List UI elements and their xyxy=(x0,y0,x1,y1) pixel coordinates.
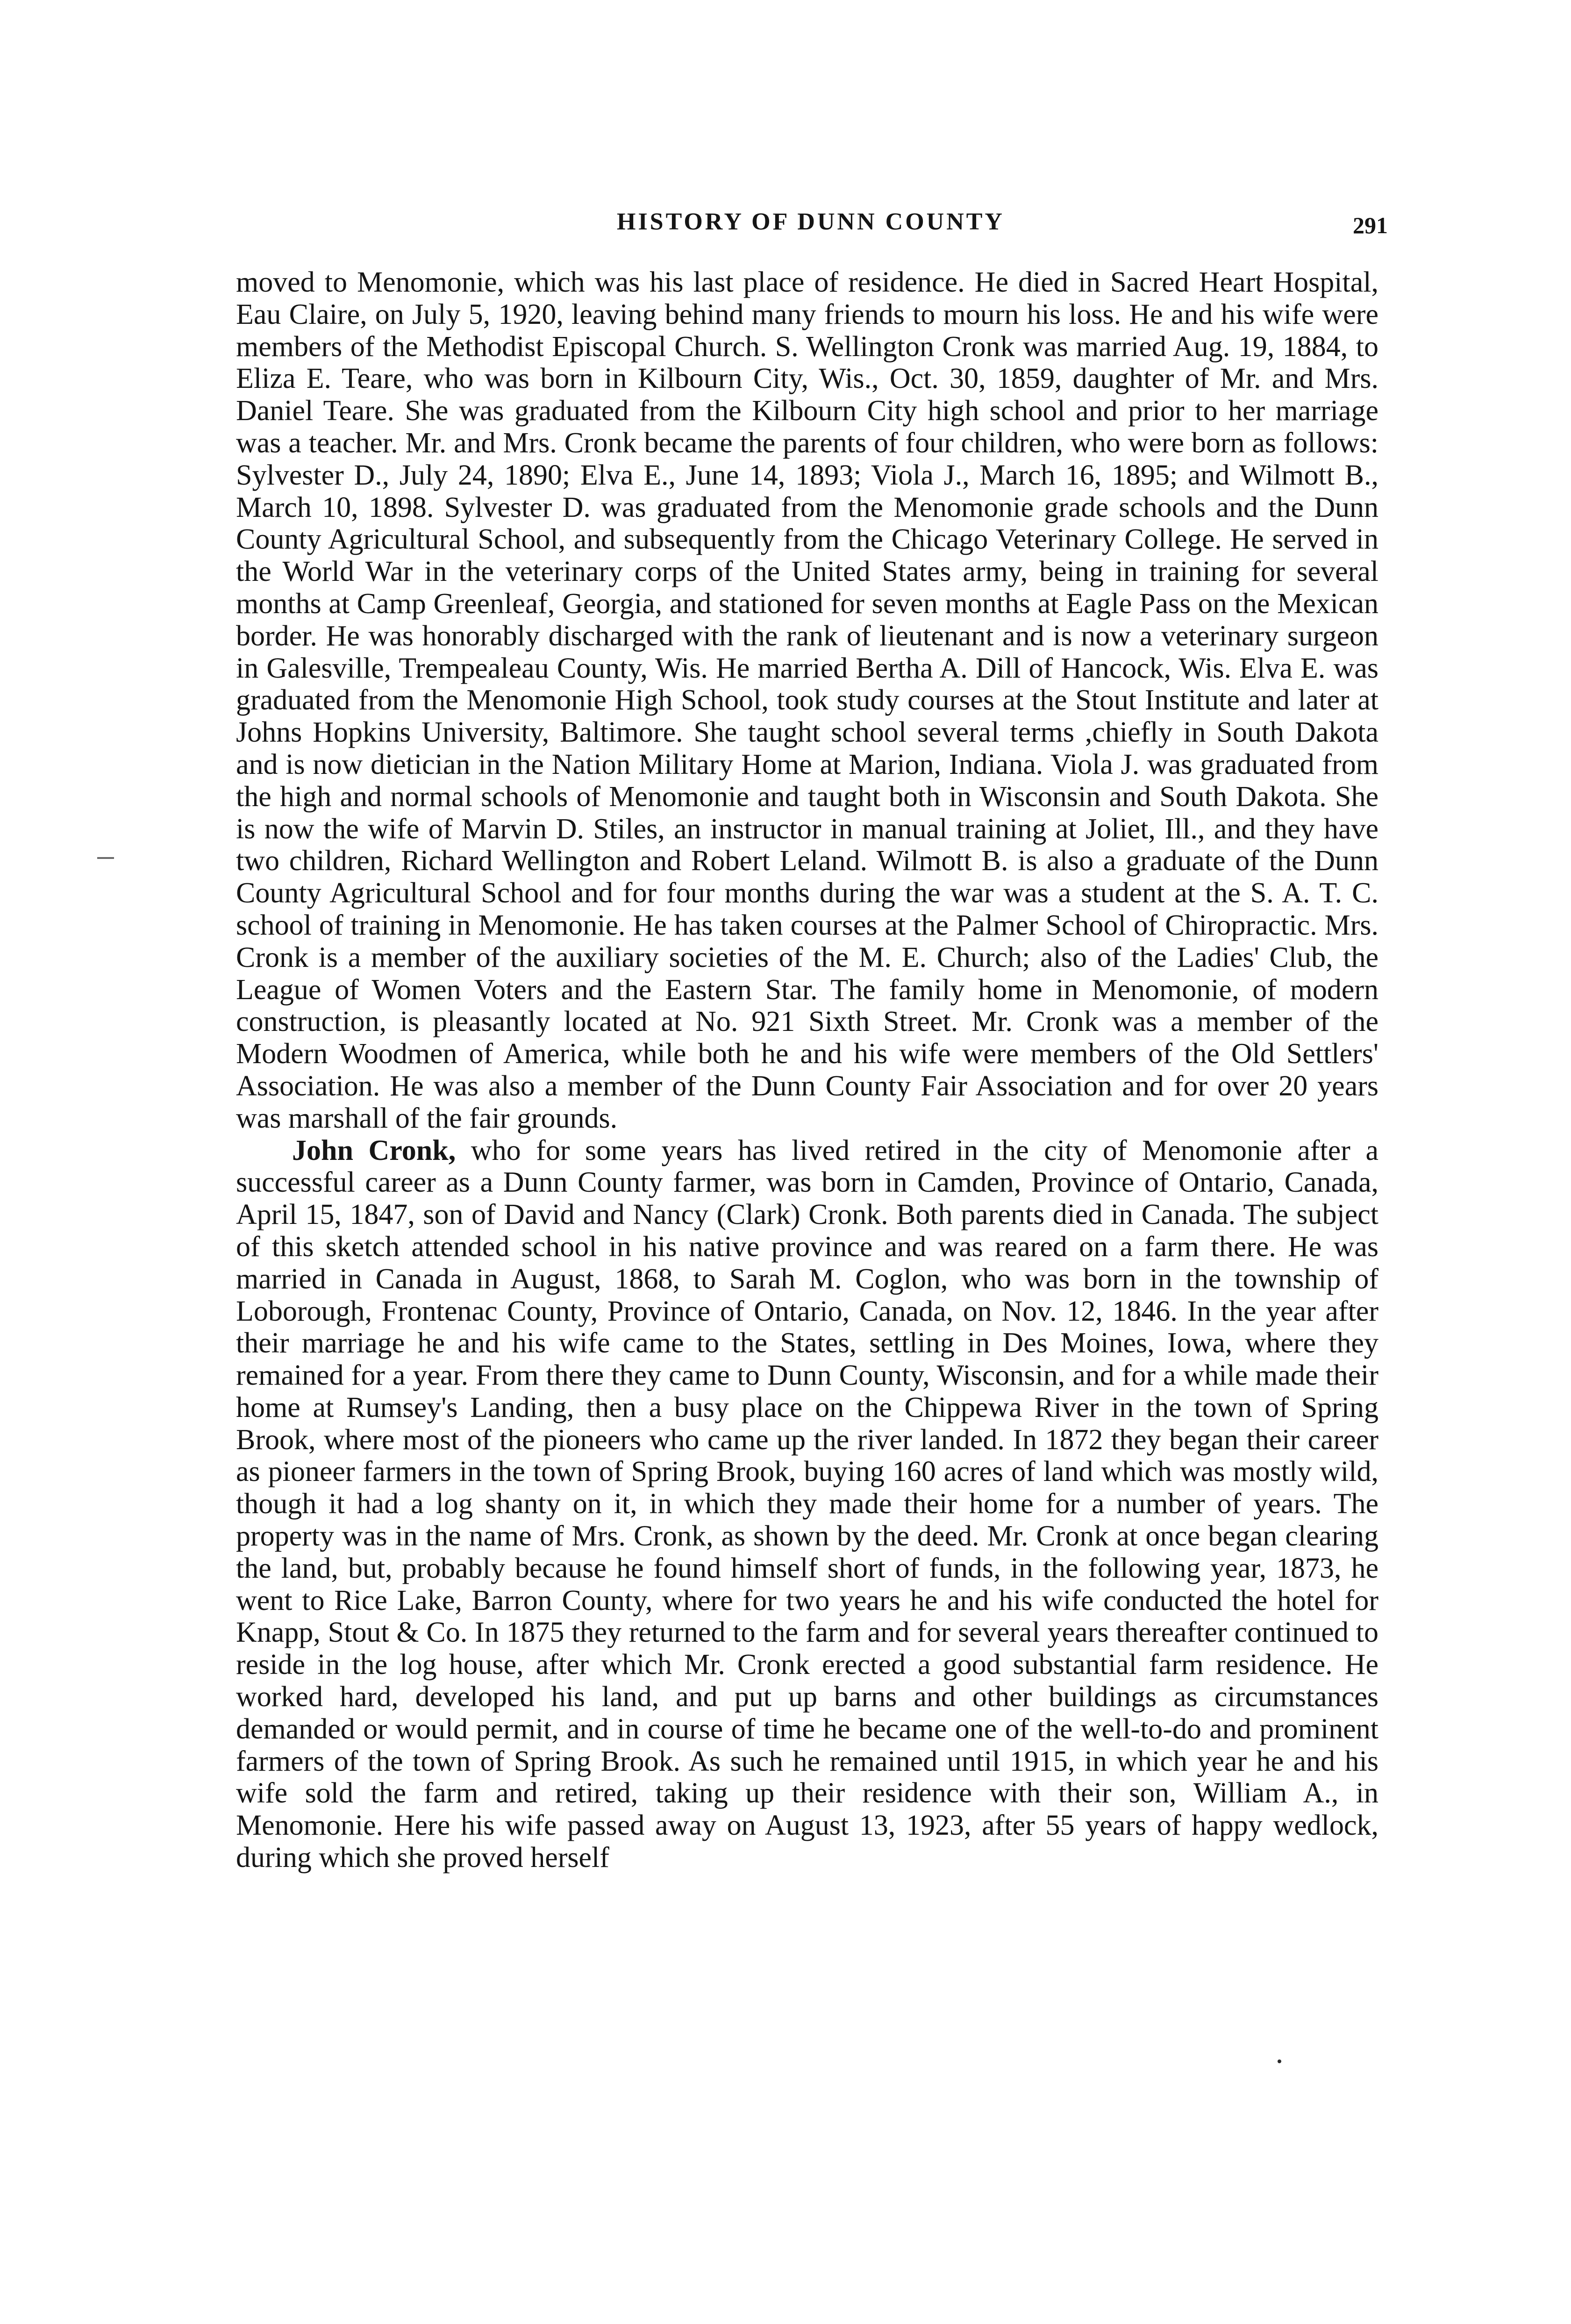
paragraph-continued xyxy=(236,266,1378,1135)
body-text xyxy=(236,266,1378,2080)
paragraph-john-cronk xyxy=(236,1135,1378,1874)
margin-mark xyxy=(97,857,114,859)
paragraph-text: who for some years has lived retired in the city of Menomonie after a successful career as a Dunn County farmer, was born in Camden, Province of Ontario, Canada, April 15, 1847, son of David and Nancy (Clark) Cronk. Both parents died in Canada. The subject of this sketch attended school in his native province and was reared on a farm there. He was married in Canada in August, 1868, to Sarah M. Coglon, who was born in the township of Loborough, Frontenac County, Province of Ontario, Canada, on Nov. 12, 1846. In the year after their marriage he and his wife came to the States, settling in Des Moines, Iowa, where they remained for a year. From there they came to Dunn County, Wisconsin, and for a while made their home at Rumsey's Landing, then a busy place on the Chippewa River in the town of Spring Brook, where most of the pioneers who came up the river landed. In 1872 they began their career as pioneer farmers in the town of Spring Brook, buying 160 acres of land which was mostly wild, though it had a log shanty on it, in which they made their home for a number of years. The property was in the name of Mrs. Cronk, as shown by the deed. Mr. Cronk at once began clearing the land, but, probably because he found himself short of funds, in the following year, 1873, he went to Rice Lake, Barron County, where for two years he and his wife conducted the hotel for Knapp, Stout & Co. In 1875 they returned to the farm and for several years thereafter continued to reside in the log house, after which Mr. Cronk erected a good substantial farm residence. He worked hard, developed his land, and put up barns and other buildings as circumstances demanded or would permit, and in course of time he became one of the well-to-do and prominent farmers of the town of Spring Brook. As such he remained until 1915, in which year he and his wife sold the farm and retired, taking up their residence with their son, William A., in Menomonie. Here his wife passed away on August 13, 1923, after 55 years of happy wedlock, during which she proved herself xyxy=(236,1134,1378,1874)
ink-dot xyxy=(1278,2059,1281,2063)
page-header xyxy=(234,208,1388,255)
page-number: 291 xyxy=(1353,212,1388,238)
biography-subject-name: John Cronk, xyxy=(292,1134,456,1166)
paragraph-text: moved to Menomonie, which was his last place of residence. He died in Sacred Heart Hospital, Eau Claire, on July 5, 1920, leaving behind many friends to mourn his loss. He and his wife were members of the Methodist Episcopal Church. S. Wellington Cronk was married Aug. 19, 1884, to Eliza E. Teare, who was born in Kilbourn City, Wis., Oct. 30, 1859, daughter of Mr. and Mrs. Daniel Teare. She was graduated from the Kilbourn City high school and prior to her marriage was a teacher. Mr. and Mrs. Cronk became the parents of four children, who were born as follows: Sylvester D., July 24, 1890; Elva E., June 14, 1893; Viola J., March 16, 1895; and Wilmott B., March 10, 1898. Sylvester D. was graduated from the Menomonie grade schools and the Dunn County Agricultural School, and subsequently from the Chicago Veterinary College. He served in the World War in the veterinary corps of the United States army, being in training for several months at Camp Greenleaf, Georgia, and stationed for seven months at Eagle Pass on the Mexican border. He was honorably discharged with the rank of lieutenant and is now a veterinary surgeon in Galesville, Trempealeau County, Wis. He married Bertha A. Dill of Hancock, Wis. Elva E. was graduated from the Menomonie High School, took study courses at the Stout Institute and later at Johns Hopkins University, Baltimore. She taught school several terms ,chiefly in South Dakota and is now dietician in the Nation Military Home at Marion, Indiana. Viola J. was graduated from the high and normal schools of Menomonie and taught both in Wisconsin and South Dakota. She is now the wife of Marvin D. Stiles, an instructor in manual training at Joliet, Ill., and they have two children, Richard Wellington and Robert Leland. Wilmott B. is also a graduate of the Dunn County Agricultural School and for four months during the war was a student at the S. A. T. C. school of training in Menomonie. He has taken courses at the Palmer School of Chiropractic. Mrs. Cronk is a member of the auxiliary societies of the M. E. Church; also of the Ladies' Club, the League of Women Voters and the Eastern Star. The family home in Menomonie, of modern construction, is pleasantly located at No. 921 Sixth Street. Mr. Cronk was a member of the Modern Woodmen of America, while both he and his wife were members of the Old Settlers' Association. He was also a member of the Dunn County Fair Association and for over 20 years was marshall of the fair grounds. xyxy=(236,266,1378,1134)
running-title: HISTORY OF DUNN COUNTY xyxy=(617,208,1005,235)
